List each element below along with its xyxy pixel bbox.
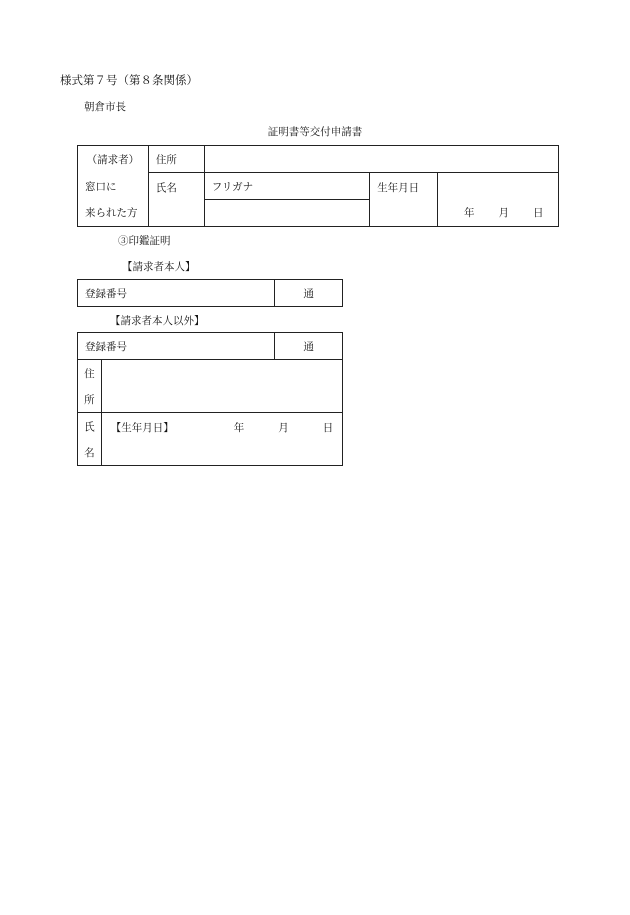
form-number: 様式第７号（第８条関係） bbox=[60, 73, 198, 87]
addressee: 朝倉市長 bbox=[84, 101, 126, 113]
self-unit: 通 bbox=[303, 287, 314, 300]
self-reg-label: 登録番号 bbox=[85, 287, 127, 300]
birthdate-label: 生年月日 bbox=[370, 173, 438, 227]
birth-year: 年 bbox=[464, 207, 475, 219]
window-label: 窓口に bbox=[78, 173, 149, 200]
seal-certificate-heading: ③印鑑証明 bbox=[118, 235, 171, 247]
furigana-label: フリガナ bbox=[211, 180, 254, 193]
address-label: 住所 bbox=[148, 146, 204, 173]
birthdate-field[interactable] bbox=[438, 173, 559, 227]
other-unit: 通 bbox=[303, 340, 314, 353]
other-birth-day: 日 bbox=[322, 422, 334, 434]
other-address-field[interactable] bbox=[101, 360, 342, 413]
other-copies-field[interactable] bbox=[275, 333, 343, 360]
self-heading: 【請求者本人】 bbox=[122, 261, 196, 273]
other-heading: 【請求者本人以外】 bbox=[110, 315, 205, 327]
other-reg-label: 登録番号 bbox=[85, 340, 127, 353]
self-reg-number-field[interactable] bbox=[78, 280, 275, 307]
other-name-char-1: 氏 bbox=[78, 413, 102, 440]
furigana-field[interactable] bbox=[204, 173, 370, 200]
self-table bbox=[77, 279, 343, 307]
other-table bbox=[77, 332, 343, 466]
other-address-char-2: 所 bbox=[78, 386, 102, 413]
came-person-label: 来られた方 bbox=[78, 200, 149, 227]
other-birth-year: 年 bbox=[233, 422, 245, 434]
birth-day: 日 bbox=[533, 207, 544, 219]
name-label: 氏名 bbox=[148, 173, 204, 227]
other-name-char-2: 名 bbox=[78, 439, 102, 466]
name-field[interactable] bbox=[204, 200, 370, 227]
other-address-char-1: 住 bbox=[78, 360, 102, 387]
birth-month: 月 bbox=[498, 207, 510, 219]
applicant-table bbox=[77, 145, 559, 227]
other-birthdate-label: 【生年月日】 bbox=[110, 422, 174, 434]
document-title: 証明書等交付申請書 bbox=[267, 126, 363, 138]
other-name-field[interactable] bbox=[101, 413, 342, 466]
self-copies-field[interactable] bbox=[275, 280, 343, 307]
requester-label: （請求者） bbox=[78, 146, 149, 173]
other-reg-number-field[interactable] bbox=[78, 333, 275, 360]
other-birth-month: 月 bbox=[278, 422, 289, 434]
address-field[interactable] bbox=[204, 146, 558, 173]
